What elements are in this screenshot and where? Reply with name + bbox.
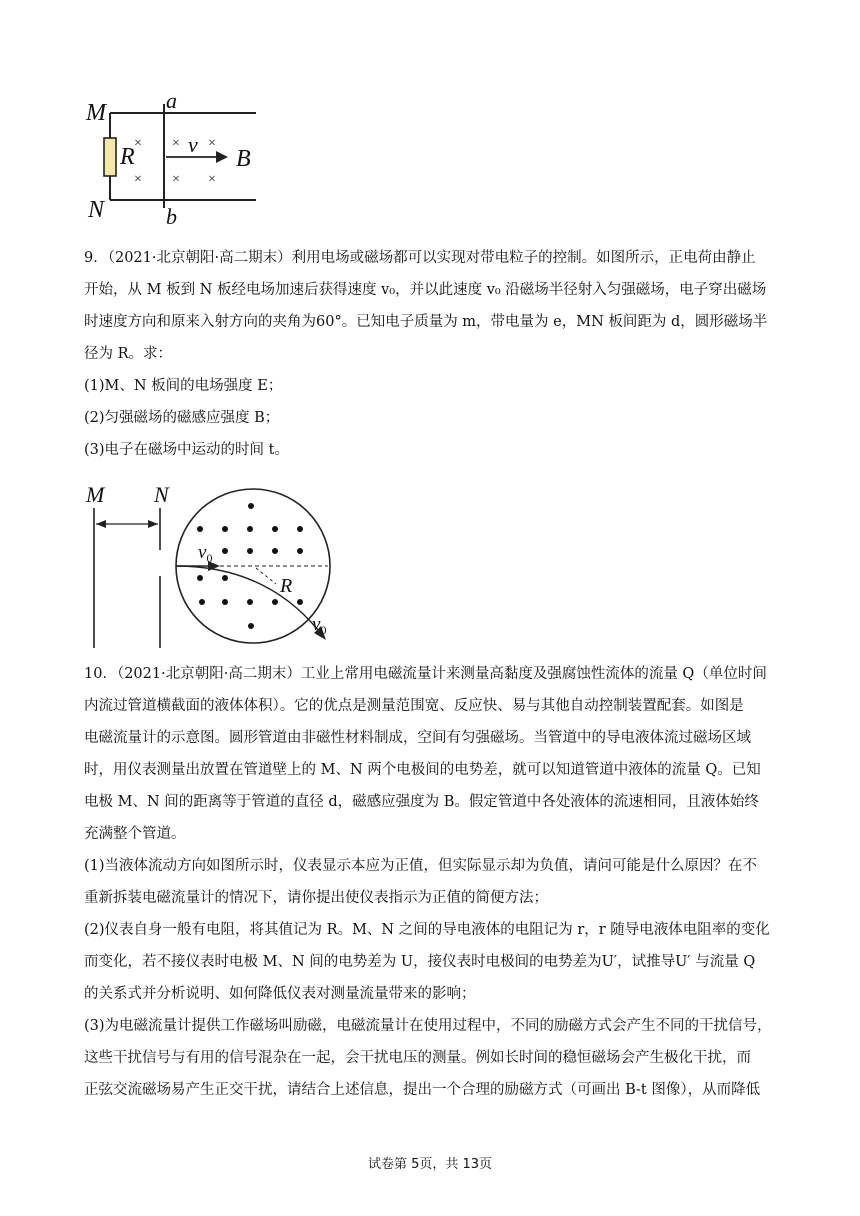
label-M: M [86,482,105,507]
q10-line: 内流过管道横截面的液体体积）。它的优点是测量范围宽、反应快、易与其他自动控制装置配套。如图是 [84,698,744,714]
question-9 [84,242,784,466]
q9-line: (1)M、N 板间的电场强度 E； [84,378,283,394]
q10-line: 这些干扰信号与有用的信号混杂在一起，会干扰电压的测量。例如长时间的稳恒磁场会产生极化干扰，而 [84,1050,751,1066]
velocity-arrow-icon [216,151,228,163]
label-R: R [120,144,135,170]
cross-mark: × [208,172,216,187]
q10-line: 重新拆装电磁流量计的情况下，请你提出使仪表指示为正值的简便方法； [84,890,548,906]
cross-mark: × [172,172,180,187]
label-v0-exit: $v_0$ [312,614,327,637]
q9-line: 时速度方向和原来入射方向的夹角为60°。已知电子质量为 m，带电量为 e，MN 板间距为 d，圆形磁场半 [84,314,768,330]
q9-line: 9．（2021·北京朝阳·高二期末）利用电场或磁场都可以实现对带电粒子的控制。如图所示，正电荷由静止 [84,250,756,266]
cross-mark: × [172,136,180,151]
label-v0: $v_0$ [198,542,213,565]
resistor-icon [104,138,116,176]
q10-line: 10．（2021·北京朝阳·高二期末）工业上常用电磁流量计来测量高黏度及强腐蚀性流体的流量 Q（单位时间 [84,666,767,682]
q10-line: (1)当液体流动方向如图所示时，仪表显示本应为正值，但实际显示却为负值，请问可能是什么原因？在不 [84,858,758,874]
q10-line: 而变化，若不接仪表时电极 M、N 间的电势差为 U，接仪表时电极间的电势差为U′，试推导U′ 与流量 Q [84,954,756,970]
label-B: B [236,146,251,172]
cross-mark: × [134,172,142,187]
q9-line: 径为 R。求： [84,346,173,362]
q10-line: 电磁流量计的示意图。圆形管道由非磁性材料制成，空间有匀强磁场。当管道中的导电液体流过磁场区域 [84,730,751,746]
cross-mark: × [134,136,142,151]
q10-line: 充满整个管道。 [84,826,186,842]
label-v: v [188,132,198,157]
q10-line: (2)仪表自身一般有电阻，将其值记为 R。M、N 之间的导电液体的电阻记为 r，r 随导电液体电阻率的变化 [84,922,770,938]
label-R: R [280,575,293,597]
q10-line: 正弦交流磁场易产生正交干扰，请结合上述信息，提出一个合理的励磁方式（可画出 B-t 图像），从而降低 [84,1082,761,1098]
label-a: a [166,90,177,113]
q9-line: (3)电子在磁场中运动的时间 t。 [84,442,289,458]
q9-line: 开始，从 M 板到 N 板经电场加速后获得速度 v₀，并以此速度 v₀ 沿磁场半径射入匀强磁场，电子穿出磁场 [84,282,767,298]
page-footer: 试卷第 5页，共 13页 [367,1157,493,1172]
label-M: M [86,100,106,126]
label-b: b [166,204,177,229]
label-N: N [88,197,105,223]
q9-line: (2)匀强磁场的磁感应强度 B； [84,410,280,426]
q10-line: 时，用仪表测量出放置在管道壁上的 M、N 两个电极间的电势差，就可以知道管道中液体的流量 Q。已知 [84,762,761,778]
q10-line: 电极 M、N 间的距离等于管道的直径 d，磁感应强度为 B。假定管道中各处液体的流速相同，且液体始终 [84,794,759,810]
label-N: N [154,482,169,507]
rail-circuit-figure [80,90,280,230]
plates-and-field-figure [80,480,350,650]
cross-mark: × [208,136,216,151]
q10-line: 的关系式并分析说明、如何降低仪表对测量流量带来的影响； [84,986,476,1002]
q10-line: (3)为电磁流量计提供工作磁场叫励磁，电磁流量计在使用过程中，不同的励磁方式会产生不同的干扰信号， [84,1018,772,1034]
question-10 [84,658,784,1106]
